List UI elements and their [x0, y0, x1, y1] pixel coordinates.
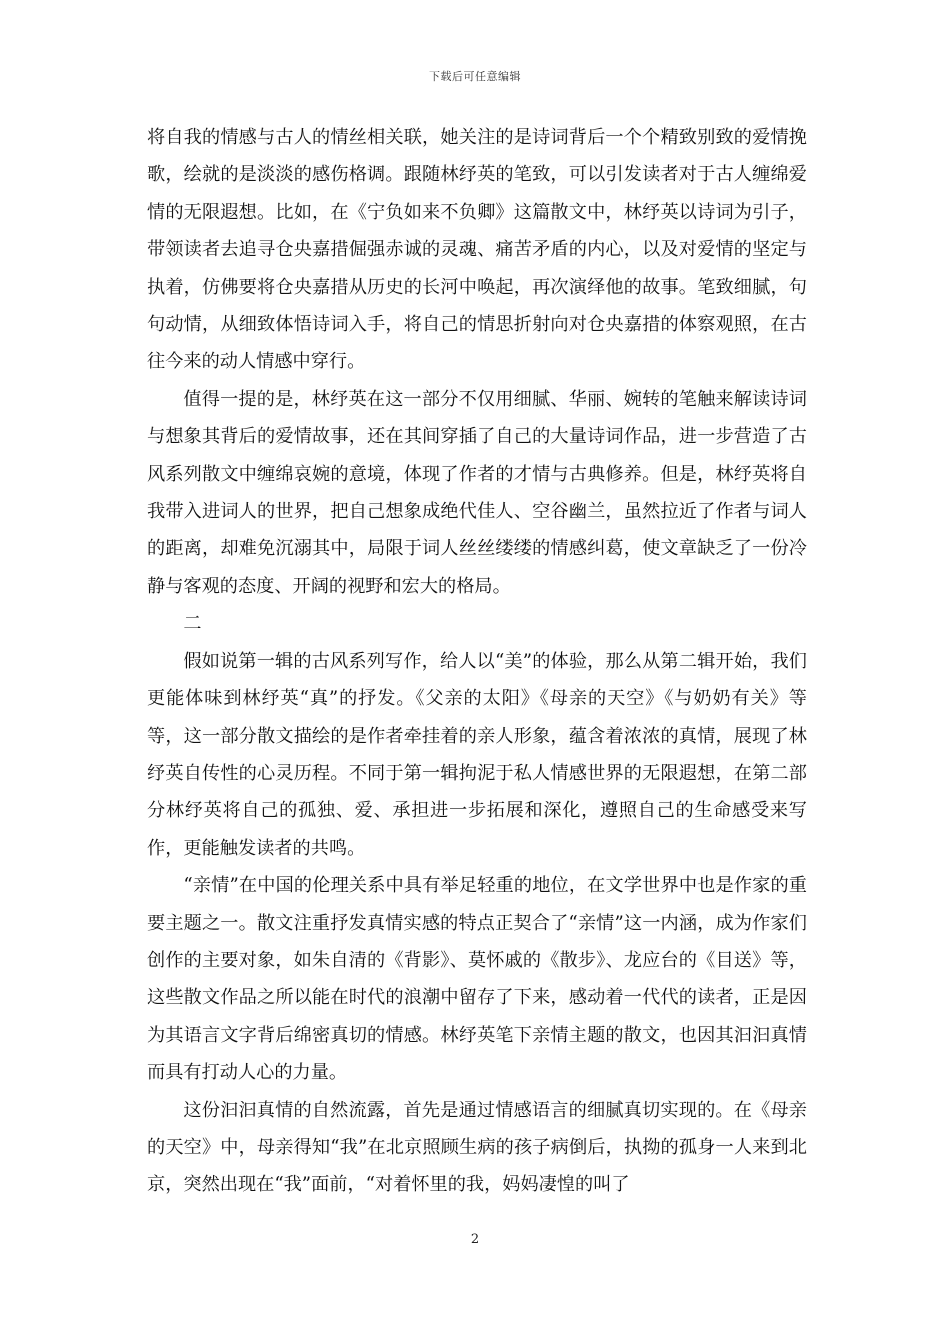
paragraph: 假如说第一辑的古风系列写作，给人以“美”的体验，那么从第二辑开始，我们更能体味到林纾英“真”的抒发。《父亲的太阳》《母亲的天空》《与奶奶有关》等等，这一部分散文描绘的是作者牵挂着的亲人形象，蕴含着浓浓的真情，展现了林纾英自传性的心灵历程。不同于第一辑拘泥于私人情感世界的无限遐想，在第二部分林纾英将自己的孤独、爱、承担进一步拓展和深化，遵照自己的生命感受来写作，更能触发读者的共鸣。 — [147, 650, 807, 859]
page-header: 下载后可任意编辑 — [429, 70, 521, 83]
document-body — [147, 119, 807, 1204]
paragraph-continuation: 将自我的情感与古人的情丝相关联，她关注的是诗词背后一个个精致别致的爱情挽歌，绘就的是淡淡的感伤格调。跟随林纾英的笔致，可以引发读者对于古人缠绵爱情的无限遐想。比如，在《宁负如来不负卿》这篇散文中，林纾英以诗词为引子，带领读者去追寻仓央嘉措倔强赤诚的灵魂、痛苦矛盾的内心，以及对爱情的坚定与执着，仿佛要将仓央嘉措从历史的长河中唤起，再次演绎他的故事。笔致细腻，句句动情，从细致体悟诗词入手，将自己的情思折射向对仓央嘉措的体察观照，在古往今来的动人情感中穿行。 — [147, 127, 807, 373]
paragraph: “亲情”在中国的伦理关系中具有举足轻重的地位，在文学世界中也是作家的重要主题之一。散文注重抒发真情实感的特点正契合了“亲情”这一内涵，成为作家们创作的主要对象，如朱自清的《背影》、莫怀戚的《散步》、龙应台的《目送》等，这些散文作品之所以能在时代的浪潮中留存了下来，感动着一代代的读者，正是因为其语言文字背后绵密真切的情感。林纾英笔下亲情主题的散文，也因其汩汩真情而具有打动人心的力量。 — [147, 875, 807, 1084]
page-number: 2 — [470, 1232, 480, 1247]
paragraph: 值得一提的是，林纾英在这一部分不仅用细腻、华丽、婉转的笔触来解读诗词与想象其背后的爱情故事，还在其间穿插了自己的大量诗词作品，进一步营造了古风系列散文中缠绵哀婉的意境，体现了作者的才情与古典修养。但是，林纾英将自我带入进词人的世界，把自己想象成绝代佳人、空谷幽兰，虽然拉近了作者与词人的距离，却难免沉溺其中，局限于词人丝丝缕缕的情感纠葛，使文章缺乏了一份冷静与客观的态度、开阔的视野和宏大的格局。 — [147, 388, 807, 597]
paragraph: 这份汩汩真情的自然流露，首先是通过情感语言的细腻真切实现的。在《母亲的天空》中，母亲得知“我”在北京照顾生病的孩子病倒后，执拗的孤身一人来到北京，突然出现在“我”面前，“对着怀里的我，妈妈凄惶的叫了 — [147, 1099, 807, 1196]
section-heading: 二 — [183, 613, 202, 635]
